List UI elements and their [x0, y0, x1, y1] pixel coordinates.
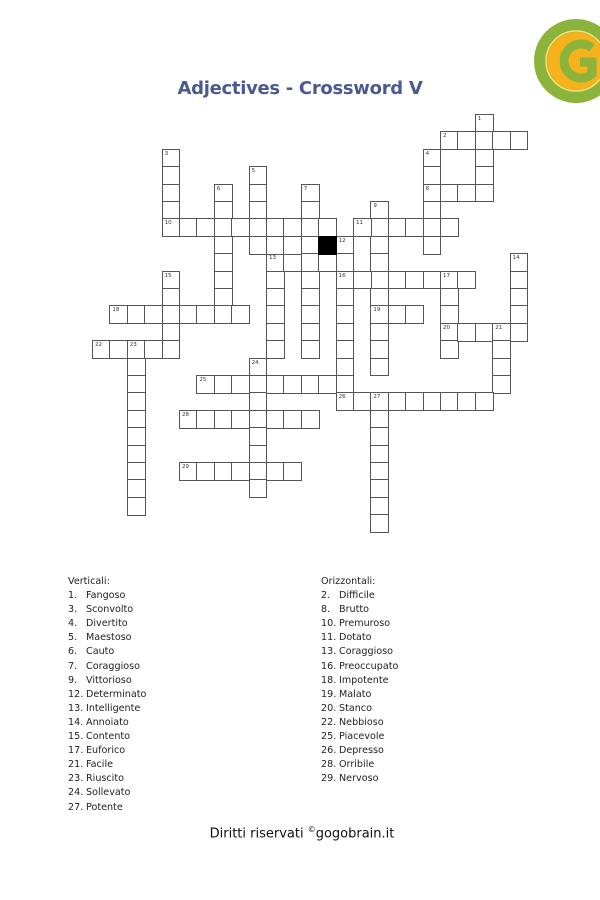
clue-item	[68, 675, 146, 689]
clue-item	[321, 632, 398, 646]
clue-number-label: 23	[129, 342, 137, 349]
clue-item	[321, 604, 398, 618]
clue-number: 21.	[68, 759, 84, 771]
grid-cell[interactable]	[214, 462, 233, 481]
clue-number: 8.	[321, 604, 331, 616]
grid-cell[interactable]	[336, 358, 355, 377]
grid-cell[interactable]	[370, 427, 389, 446]
grid-cell[interactable]	[266, 288, 285, 307]
grid-cell[interactable]	[249, 462, 268, 481]
clue-text: Intelligente	[86, 702, 141, 714]
grid-cell[interactable]	[440, 288, 459, 307]
grid-cell[interactable]	[231, 462, 250, 481]
clue-number: 14.	[68, 716, 84, 728]
grid-cell[interactable]	[127, 410, 146, 429]
clue-text: Determinato	[86, 688, 147, 700]
clue-number-label: 28	[182, 411, 189, 418]
clue-number: 29.	[321, 773, 337, 785]
grid-cell[interactable]	[405, 218, 424, 237]
grid-cell[interactable]	[370, 340, 389, 359]
clue-item	[68, 759, 146, 773]
clue-number: 12.	[68, 688, 84, 700]
grid-cell[interactable]	[179, 305, 198, 324]
clue-text: Maestoso	[86, 632, 132, 644]
clue-item	[321, 759, 398, 773]
grid-cell[interactable]	[353, 271, 372, 290]
clue-number-label: 29	[182, 464, 189, 470]
horizontal-clues	[321, 576, 398, 787]
grid-cell[interactable]	[423, 271, 442, 290]
clue-item	[68, 731, 146, 745]
clue-number: 26.	[321, 745, 337, 757]
clue-text: Coraggioso	[339, 646, 393, 658]
grid-cell[interactable]	[492, 375, 511, 394]
clue-number-label: 21	[495, 324, 503, 331]
clue-item	[68, 590, 146, 604]
clue-number-label: 26	[338, 394, 346, 401]
grid-cell[interactable]	[301, 288, 320, 307]
clue-number-label: 10	[164, 220, 172, 227]
grid-cell[interactable]	[249, 427, 268, 446]
grid-cell[interactable]	[266, 375, 285, 394]
grid-cell[interactable]	[144, 340, 163, 359]
grid-cell[interactable]	[249, 392, 268, 411]
grid-cell[interactable]	[162, 340, 181, 359]
grid-cell[interactable]	[318, 218, 337, 237]
clue-item	[321, 675, 398, 689]
grid-cell[interactable]	[318, 253, 337, 272]
grid-cell[interactable]	[249, 236, 268, 255]
grid-cell[interactable]	[370, 462, 389, 481]
grid-cell[interactable]	[440, 340, 459, 359]
grid-cell[interactable]	[127, 462, 146, 481]
clue-item	[321, 773, 398, 787]
grid-cell[interactable]	[266, 323, 285, 342]
clue-item	[68, 717, 146, 731]
clue-number: 11.	[321, 632, 337, 644]
grid-cell[interactable]	[283, 236, 302, 255]
grid-cell[interactable]	[162, 323, 181, 342]
grid-cell[interactable]	[423, 392, 442, 411]
grid-cell[interactable]	[283, 253, 302, 272]
grid-cell[interactable]	[370, 218, 389, 237]
grid-cell[interactable]	[196, 462, 215, 481]
grid-cell[interactable]	[196, 305, 215, 324]
grid-cell[interactable]	[301, 201, 320, 220]
grid-cell[interactable]	[301, 236, 320, 255]
vertical-clues	[68, 576, 146, 816]
grid-cell[interactable]	[370, 497, 389, 516]
clue-item	[321, 661, 398, 675]
vertical-heading: Verticali:	[68, 576, 110, 587]
grid-cell[interactable]	[127, 358, 146, 377]
clue-number-label: 22	[95, 342, 102, 349]
copyright-symbol: ©	[307, 825, 316, 834]
grid-cell[interactable]	[179, 218, 198, 237]
clue-text: Facile	[86, 759, 114, 771]
clue-item	[321, 731, 398, 745]
clue-text: Sconvolto	[86, 604, 134, 616]
grid-cell[interactable]	[231, 305, 250, 324]
grid-cell[interactable]	[370, 358, 389, 377]
clue-number: 23.	[68, 773, 84, 785]
grid-cell[interactable]	[405, 305, 424, 324]
clue-number: 2.	[321, 590, 331, 602]
grid-cell[interactable]	[266, 218, 285, 237]
grid-cell[interactable]	[510, 323, 529, 342]
clue-item	[68, 632, 146, 646]
grid-cell[interactable]	[109, 340, 128, 359]
clue-number: 16.	[321, 660, 337, 672]
clue-item	[321, 745, 398, 759]
grid-cell[interactable]	[336, 323, 355, 342]
grid-cell[interactable]	[214, 236, 233, 255]
grid-cell[interactable]	[266, 271, 285, 290]
grid-cell[interactable]	[249, 201, 268, 220]
grid-cell[interactable]	[162, 201, 181, 220]
clue-text: Potente	[86, 801, 123, 813]
grid-cell[interactable]	[266, 410, 285, 429]
clue-number-label: 15	[164, 272, 172, 279]
grid-cell[interactable]	[423, 218, 442, 237]
black-cell	[318, 236, 337, 255]
grid-cell[interactable]	[475, 392, 494, 411]
clue-text: Difficile	[339, 590, 375, 602]
grid-cell[interactable]	[423, 166, 442, 185]
grid-cell[interactable]	[370, 236, 389, 255]
clue-item	[68, 703, 146, 717]
clue-number-label: 25	[199, 377, 207, 383]
clue-number-label: 24	[251, 359, 259, 366]
grid-cell[interactable]	[370, 410, 389, 429]
grid-cell[interactable]	[231, 375, 250, 394]
grid-cell[interactable]	[423, 236, 442, 255]
grid-cell[interactable]	[457, 131, 476, 150]
grid-cell[interactable]	[336, 253, 355, 272]
grid-cell[interactable]	[266, 462, 285, 481]
grid-cell[interactable]	[214, 288, 233, 307]
clue-text: Piacevole	[339, 731, 385, 743]
grid-cell[interactable]	[510, 271, 529, 290]
grid-cell[interactable]	[249, 184, 268, 203]
clue-text: Coraggioso	[86, 660, 140, 672]
horizontal-heading: Orizzontali:	[321, 576, 376, 587]
grid-cell[interactable]	[388, 392, 407, 411]
clue-number: 20.	[321, 702, 337, 714]
clue-number-label: 2	[443, 133, 447, 140]
grid-cell[interactable]	[457, 184, 476, 203]
grid-cell[interactable]	[144, 305, 163, 324]
grid-cell[interactable]	[301, 323, 320, 342]
clue-text: Dotato	[339, 632, 372, 644]
grid-cell[interactable]	[457, 392, 476, 411]
grid-cell[interactable]	[388, 218, 407, 237]
grid-cell[interactable]	[249, 375, 268, 394]
grid-cell[interactable]	[475, 184, 494, 203]
clue-text: Divertito	[86, 618, 128, 630]
clue-item	[68, 661, 146, 675]
grid-cell[interactable]	[162, 288, 181, 307]
grid-cell[interactable]	[283, 410, 302, 429]
grid-cell[interactable]	[492, 340, 511, 359]
clue-item	[321, 703, 398, 717]
clue-text: Cauto	[86, 646, 115, 658]
clue-item	[68, 604, 146, 618]
grid-cell[interactable]	[231, 410, 250, 429]
grid-cell[interactable]	[214, 271, 233, 290]
grid-cell[interactable]	[214, 305, 233, 324]
clue-number: 1.	[68, 590, 78, 602]
clue-number-label: 12	[338, 237, 346, 244]
grid-cell[interactable]	[475, 149, 494, 168]
grid-cell[interactable]	[301, 340, 320, 359]
grid-cell[interactable]	[405, 271, 424, 290]
grid-cell[interactable]	[475, 323, 494, 342]
grid-cell[interactable]	[370, 514, 389, 533]
grid-cell[interactable]	[231, 218, 250, 237]
clue-number: 3.	[68, 604, 78, 616]
grid-cell[interactable]	[214, 218, 233, 237]
grid-cell[interactable]	[127, 427, 146, 446]
clue-item	[68, 618, 146, 632]
grid-cell[interactable]	[249, 479, 268, 498]
clue-text: Impotente	[339, 674, 389, 686]
clue-number: 6.	[68, 646, 78, 658]
grid-cell[interactable]	[196, 410, 215, 429]
clue-number-label: 6	[216, 185, 221, 192]
grid-cell[interactable]	[388, 305, 407, 324]
grid-cell[interactable]	[301, 271, 320, 290]
grid-cell[interactable]	[162, 184, 181, 203]
clue-number: 24.	[68, 787, 84, 799]
grid-cell[interactable]	[370, 323, 389, 342]
grid-cell[interactable]	[457, 271, 476, 290]
grid-cell[interactable]	[370, 253, 389, 272]
clue-number-label: 8	[425, 185, 430, 192]
clue-number: 9.	[68, 674, 78, 686]
grid-cell[interactable]	[475, 166, 494, 185]
clue-number-label: 19	[373, 307, 381, 314]
clue-text: Malato	[339, 688, 372, 700]
grid-cell[interactable]	[492, 358, 511, 377]
clue-number-label: 14	[512, 255, 520, 262]
grid-cell[interactable]	[127, 375, 146, 394]
clue-number-label: 16	[338, 272, 346, 279]
grid-cell[interactable]	[162, 305, 181, 324]
grid-cell[interactable]	[283, 375, 302, 394]
grid-cell[interactable]	[214, 253, 233, 272]
grid-cell[interactable]	[249, 445, 268, 464]
grid-cell[interactable]	[301, 218, 320, 237]
clue-text: Nebbioso	[339, 716, 384, 728]
clue-number: 15.	[68, 731, 84, 743]
clue-text: Orribile	[339, 759, 375, 771]
clue-item	[321, 717, 398, 731]
grid-cell[interactable]	[440, 392, 459, 411]
clue-number: 18.	[321, 674, 337, 686]
clue-text: Fangoso	[86, 590, 126, 602]
footer-prefix: Diritti riservati	[209, 826, 308, 842]
grid-cell[interactable]	[214, 410, 233, 429]
grid-cell[interactable]	[475, 131, 494, 150]
clue-number: 17.	[68, 745, 84, 757]
grid-cell[interactable]	[162, 166, 181, 185]
grid-cell[interactable]	[127, 479, 146, 498]
clue-number: 13.	[68, 702, 84, 714]
clue-item	[321, 646, 398, 660]
clue-number: 5.	[68, 632, 78, 644]
grid-cell[interactable]	[266, 340, 285, 359]
grid-cell[interactable]	[301, 375, 320, 394]
clue-number: 10.	[321, 618, 337, 630]
grid-cell[interactable]	[440, 184, 459, 203]
clue-text: Depresso	[339, 745, 384, 757]
grid-cell[interactable]	[127, 392, 146, 411]
clue-item	[68, 689, 146, 703]
page-title: Adjectives - Crossword V	[177, 78, 423, 99]
clue-item	[68, 802, 146, 816]
clue-item	[68, 745, 146, 759]
clue-item	[321, 618, 398, 632]
clue-item	[321, 689, 398, 703]
clue-text: Nervoso	[339, 773, 379, 785]
clue-text: Contento	[86, 731, 131, 743]
grid-cell[interactable]	[196, 218, 215, 237]
grid-cell[interactable]	[336, 288, 355, 307]
clue-text: Preoccupato	[339, 660, 399, 672]
grid-cell[interactable]	[370, 271, 389, 290]
grid-cell[interactable]	[336, 375, 355, 394]
grid-cell[interactable]	[370, 288, 389, 307]
clue-number-label: 9	[373, 203, 377, 209]
clue-number-label: 7	[303, 185, 308, 192]
clue-number-label: 4	[425, 150, 430, 157]
grid-cell[interactable]	[283, 218, 302, 237]
clue-number: 25.	[321, 731, 337, 743]
clue-text: Sollevato	[86, 787, 131, 799]
grid-cell[interactable]	[318, 375, 337, 394]
clue-number: 28.	[321, 759, 337, 771]
grid-cell[interactable]	[127, 445, 146, 464]
clue-text: Vittorioso	[86, 674, 132, 686]
grid-cell[interactable]	[388, 271, 407, 290]
grid-cell[interactable]	[214, 201, 233, 220]
grid-cell[interactable]	[440, 218, 459, 237]
clue-item	[68, 646, 146, 660]
footer-site-link: gogobrain.it	[315, 826, 395, 842]
clue-number: 7.	[68, 660, 78, 672]
grid-cell[interactable]	[214, 375, 233, 394]
grid-cell[interactable]	[266, 236, 285, 255]
clue-number: 22.	[321, 716, 337, 728]
grid-cell[interactable]	[249, 410, 268, 429]
clue-item	[68, 787, 146, 801]
clue-number-label: 20	[443, 324, 450, 331]
grid-cell[interactable]	[301, 253, 320, 272]
clue-item	[321, 590, 398, 604]
clue-number-label: 27	[373, 394, 381, 401]
clue-text: Brutto	[339, 604, 369, 616]
grid-cell[interactable]	[492, 131, 511, 150]
grid-cell[interactable]	[301, 410, 320, 429]
clue-item	[68, 773, 146, 787]
grid-cell[interactable]	[370, 479, 389, 498]
clue-number-label: 17	[443, 272, 450, 279]
grid-cell[interactable]	[370, 445, 389, 464]
clue-text: Riuscito	[86, 773, 124, 785]
clue-text: Annoiato	[86, 716, 129, 728]
grid-cell[interactable]	[353, 392, 372, 411]
clue-number-label: 11	[356, 220, 363, 227]
grid-cell[interactable]	[423, 201, 442, 220]
grid-cell[interactable]	[405, 392, 424, 411]
grid-cell[interactable]	[283, 462, 302, 481]
grid-cell[interactable]	[336, 305, 355, 324]
clue-number: 19.	[321, 688, 337, 700]
clue-number-label: 5	[251, 168, 256, 175]
clue-number-label: 1	[477, 116, 482, 122]
clue-number: 27.	[68, 801, 84, 813]
clue-text: Premuroso	[339, 618, 391, 630]
clue-text: Euforico	[86, 745, 126, 757]
clue-text: Stanco	[339, 702, 372, 714]
grid-cell[interactable]	[127, 497, 146, 516]
clue-number: 4.	[68, 618, 78, 630]
grid-cell[interactable]	[249, 218, 268, 237]
grid-cell[interactable]	[301, 305, 320, 324]
clue-number-label: 18	[112, 307, 120, 314]
clue-number-label: 3	[164, 150, 169, 157]
grid-cell[interactable]	[266, 305, 285, 324]
grid-cell[interactable]	[127, 305, 146, 324]
grid-cell[interactable]	[510, 131, 529, 150]
grid-cell[interactable]	[510, 305, 529, 324]
clue-number-label: 13	[269, 255, 276, 262]
grid-cell[interactable]	[336, 340, 355, 359]
grid-cell[interactable]	[440, 305, 459, 324]
copyright-footer	[0, 825, 600, 841]
grid-cell[interactable]	[510, 288, 529, 307]
clue-number: 13.	[321, 646, 337, 658]
crossword-grid	[92, 114, 532, 534]
grid-cell[interactable]	[457, 323, 476, 342]
